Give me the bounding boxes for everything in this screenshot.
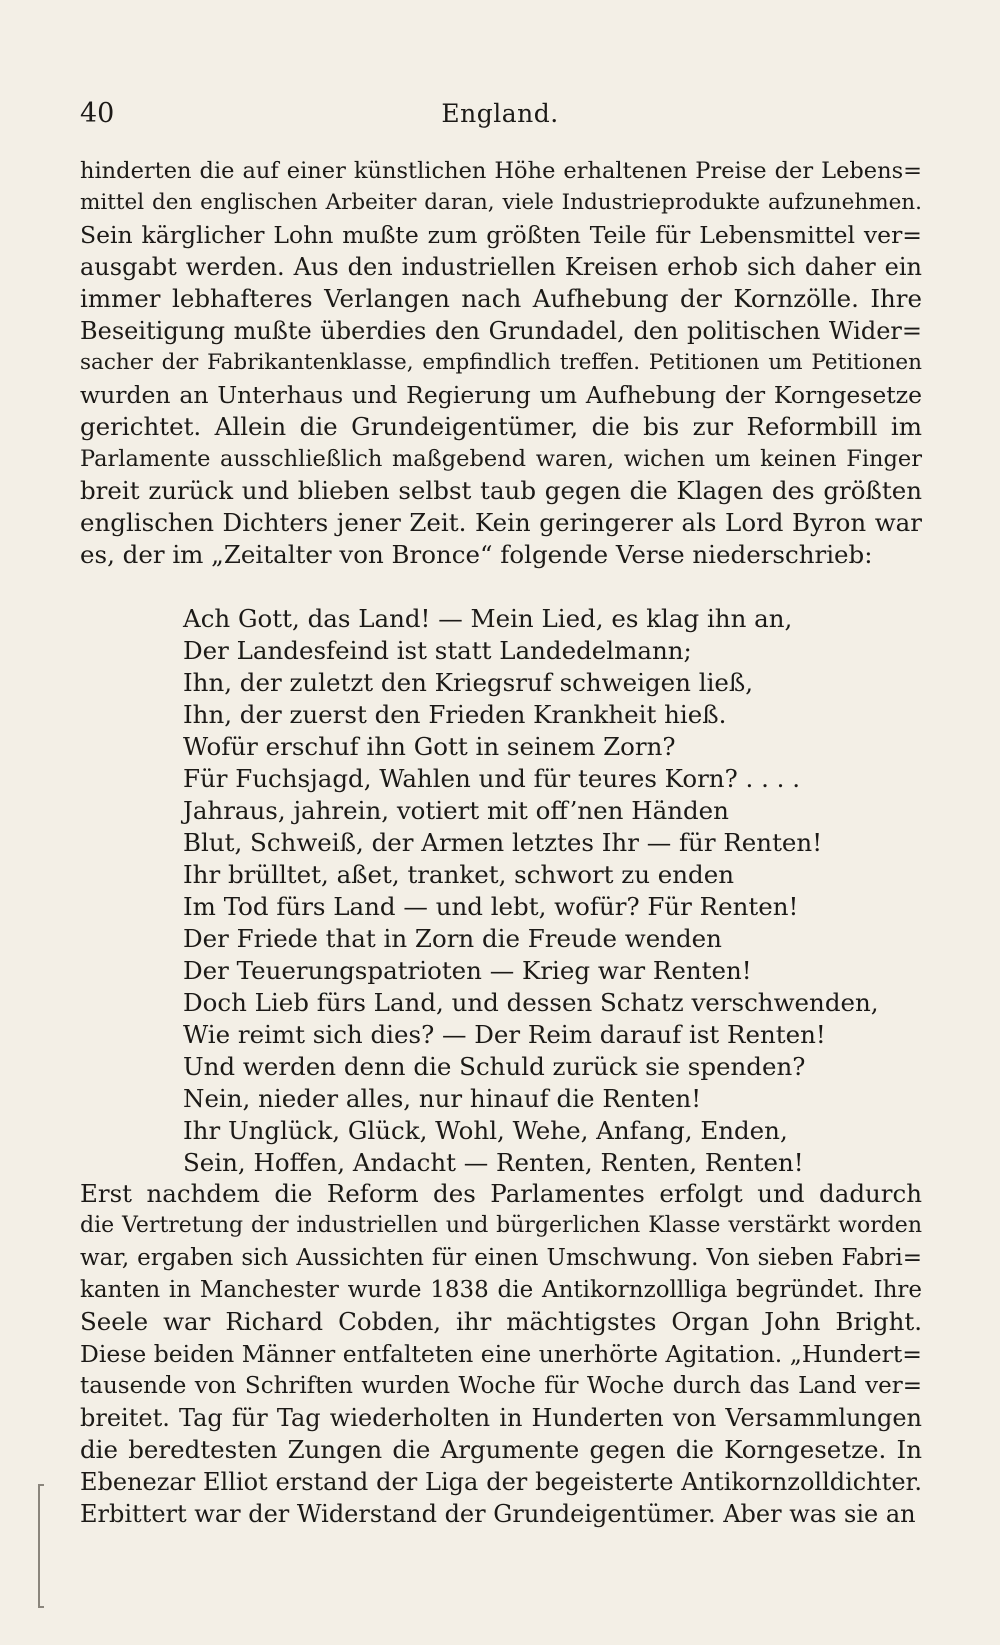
verse-line: Blut, Schweiß, der Armen letztes Ihr — für Renten!: [183, 828, 823, 857]
text-line: mittel den englischen Arbeiter daran, viele Industrieprodukte aufzunehmen.: [80, 190, 922, 215]
verse-line: Ihr brülltet, aßet, tranket, schwort zu enden: [183, 860, 735, 889]
verse-line: Und werden denn die Schuld zurück sie spenden?: [183, 1052, 806, 1081]
margin-bracket-mark: [38, 1484, 44, 1608]
verse-line: Im Tod fürs Land — und lebt, wofür? Für Renten!: [183, 892, 799, 921]
text-line: kanten in Manchester wurde 1838 die Antikornzollliga begründet. Ihre: [80, 1277, 922, 1303]
text-line: Parlamente ausschließlich maßgebend waren, wichen um keinen Finger: [80, 446, 922, 472]
verse-line: Ihn, der zuletzt den Kriegsruf schweigen ließ,: [183, 668, 754, 697]
verse-line: Ihn, der zuerst den Frieden Krankheit hieß.: [183, 700, 727, 729]
verse-line: Nein, nieder alles, nur hinauf die Renten!: [183, 1084, 702, 1113]
text-line: ausgabt werden. Aus den industriellen Kreisen erhob sich daher ein: [80, 253, 922, 281]
paragraph-1: [80, 155, 922, 571]
text-line: Diese beiden Männer entfalteten eine unerhörte Agitation. „Hundert=: [80, 1340, 922, 1368]
verse-line: Ihr Unglück, Glück, Wohl, Wehe, Anfang, Enden,: [183, 1116, 788, 1145]
verse-line: Wofür erschuf ihn Gott in seinem Zorn?: [183, 732, 676, 761]
text-line: hinderten die auf einer künstlichen Höhe erhaltenen Preise der Lebens=: [80, 158, 922, 184]
text-line: sacher der Fabrikantenklasse, empfindlich treffen. Petitionen um Petitionen: [80, 350, 922, 375]
verse-line: Ach Gott, das Land! — Mein Lied, es klag ihn an,: [183, 604, 793, 633]
text-line: es, der im „Zeitalter von Bronce“ folgende Verse niederschrieb:: [80, 540, 873, 569]
text-line: die beredtesten Zungen die Argumente gegen die Korngesetze. In: [80, 1435, 922, 1464]
text-line: Beseitigung mußte überdies den Grundadel, den politischen Wider=: [80, 317, 922, 345]
text-line: Erst nachdem die Reform des Parlamentes erfolgt und dadurch: [80, 1179, 922, 1208]
text-line: Erbittert war der Widerstand der Grundeigentümer. Aber was sie an: [80, 1500, 916, 1528]
text-line: tausende von Schriften wurden Woche für Woche durch das Land ver=: [80, 1373, 922, 1399]
verse-line: Jahraus, jahrein, votiert mit off’nen Händen: [183, 796, 729, 825]
verse-line: Sein, Hoffen, Andacht — Renten, Renten, Renten!: [183, 1148, 804, 1177]
verse-line: Der Teuerungspatrioten — Krieg war Renten!: [183, 956, 752, 985]
page-header: [80, 94, 920, 134]
text-line: breitet. Tag für Tag wiederholten in Hunderten von Versammlungen: [80, 1404, 922, 1432]
verse-line: Für Fuchsjagd, Wahlen und für teures Korn? . . . .: [183, 764, 801, 793]
paragraph-2: [80, 1178, 922, 1530]
text-line: Ebenezar Elliot erstand der Liga der begeisterte Antikornzolldichter.: [80, 1468, 922, 1496]
verse-line: Wie reimt sich dies? — Der Reim darauf ist Renten!: [183, 1020, 826, 1049]
verse-line: Der Friede that in Zorn die Freude wenden: [183, 924, 722, 953]
page-number: 40: [80, 98, 115, 129]
text-line: immer lebhafteres Verlangen nach Aufhebung der Kornzölle. Ihre: [80, 284, 922, 313]
text-line: gerichtet. Allein die Grundeigentümer, die bis zur Reformbill im: [80, 412, 922, 441]
text-line: wurden an Unterhaus und Regierung um Aufhebung der Korngesetze: [80, 381, 922, 409]
verse-line: Doch Lieb fürs Land, und dessen Schatz verschwenden,: [183, 988, 879, 1017]
text-line: war, ergaben sich Aussichten für einen Umschwung. Von sieben Fabri=: [80, 1245, 922, 1271]
text-line: englischen Dichters jener Zeit. Kein geringerer als Lord Byron war: [80, 508, 922, 537]
verse-line: Der Landesfeind ist statt Landedelmann;: [183, 636, 692, 665]
running-head: England.: [441, 99, 559, 128]
text-line: Sein kärglicher Lohn mußte zum größten Teile für Lebensmittel ver=: [80, 221, 922, 249]
text-line: Seele war Richard Cobden, ihr mächtigstes Organ John Bright.: [80, 1307, 922, 1336]
text-line: die Vertretung der industriellen und bürgerlichen Klasse verstärkt worden: [80, 1213, 922, 1238]
poem-verses: [183, 603, 903, 1179]
text-line: breit zurück und blieben selbst taub gegen die Klagen des größten: [80, 476, 922, 505]
